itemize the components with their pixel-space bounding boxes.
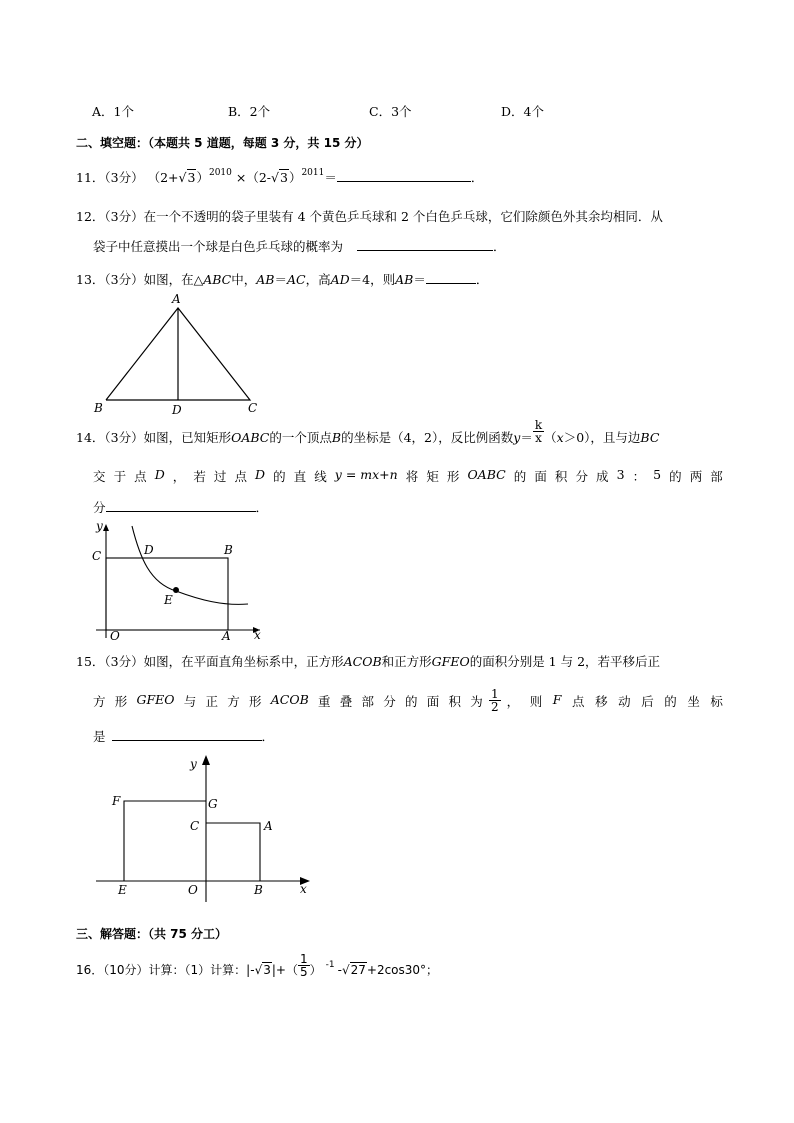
q11-exponent-1: 2010 bbox=[208, 168, 232, 178]
sqrt-symbol: √3 bbox=[254, 963, 271, 977]
hyperbola-curve bbox=[132, 526, 248, 604]
answer-blank[interactable] bbox=[337, 168, 471, 182]
rectangle-hyperbola-figure bbox=[88, 518, 268, 646]
answer-blank[interactable] bbox=[112, 727, 262, 741]
label-a: A bbox=[222, 629, 231, 643]
question-13: 13．（3分）如图，在△ABC中，AB＝AC，高AD＝4，则AB＝ ． bbox=[76, 272, 489, 287]
triangle-figure bbox=[88, 288, 278, 418]
label-o: O bbox=[110, 629, 120, 643]
answer-blank[interactable] bbox=[426, 270, 476, 284]
question-15-line-2: 方 形 GFEO 与 正 方 形 ACOB 重 叠 部 分 的 面 积 为 $\frac{1}{2}$ ， 则 F 点 移 动 后 的 坐 标 bbox=[93, 687, 723, 714]
option-c: C．3个 bbox=[369, 104, 412, 119]
question-16: 16．（10分）计算：（1）计算：|-√3|+（ $\frac{1}{5}$ ） $^{-1}$ -√27+2cos30°； bbox=[76, 952, 439, 979]
label-a: A bbox=[172, 292, 181, 306]
question-12-line-1: 12．（3分）在一个不透明的袋子里装有 4 个黄色乒乓球和 2 个白色乒乓球，它们除颜色外其余均相同．从 bbox=[76, 209, 663, 224]
question-14-line-1: 14．（3分）如图，已知矩形OABC的一个顶点B的坐标是（4，2），反比例函数y＝ $\frac{k}{x}$ （x＞0），且与边BC bbox=[76, 418, 660, 445]
fraction-one-half: $\frac{1}{2}$ bbox=[491, 687, 499, 714]
label-d: D bbox=[172, 403, 182, 417]
sqrt-symbol: √3 bbox=[178, 170, 196, 185]
label-y: y bbox=[96, 519, 103, 533]
label-y: y bbox=[190, 757, 197, 771]
label-c: C bbox=[92, 549, 102, 563]
label-g: G bbox=[208, 797, 218, 811]
question-12-line-2: 袋子中任意摸出一个球是白色乒乓球的概率为 ． bbox=[93, 239, 506, 254]
label-x: x bbox=[254, 628, 261, 642]
option-b: B．2个 bbox=[228, 104, 271, 119]
question-14-line-3: 分 ． bbox=[93, 500, 269, 515]
label-e: E bbox=[164, 593, 173, 607]
section-solutions-title: 三、解答题：（共 75 分工） bbox=[76, 927, 228, 941]
y-axis-arrow-icon bbox=[103, 524, 109, 531]
q11-exponent-2: 2011 bbox=[301, 168, 325, 178]
label-f: F bbox=[112, 794, 121, 808]
label-c: C bbox=[190, 819, 200, 833]
label-b: B bbox=[224, 543, 233, 557]
label-o: O bbox=[188, 883, 198, 897]
label-a: A bbox=[264, 819, 273, 833]
sqrt-symbol: √27 bbox=[341, 963, 366, 977]
q11-number: 11．（3分） bbox=[76, 170, 144, 185]
label-b: B bbox=[94, 401, 103, 415]
label-c: C bbox=[248, 401, 258, 415]
label-d: D bbox=[144, 543, 154, 557]
fraction-one-fifth: $\frac{1}{5}$ bbox=[299, 952, 308, 979]
question-14-line-2: 交 于 点 D ， 若 过 点 D 的 直 线 y = mx+n 将 矩 形 OABC 的 面 积 分 成 3 ： 5 的 两 部 bbox=[93, 467, 723, 484]
question-15-line-3: 是 ． bbox=[93, 729, 275, 744]
squares-coordinate-figure bbox=[92, 752, 322, 902]
question-15-line-1: 15．（3分）如图，在平面直角坐标系中，正方形ACOB和正方形GFEO的面积分别是 1 与 2，若平移后正 bbox=[76, 654, 661, 669]
q11-open: （2+ bbox=[147, 170, 179, 185]
label-e: E bbox=[118, 883, 127, 897]
label-x: x bbox=[300, 882, 307, 896]
section-fill-in-title: 二、填空题：（本题共 5 道题，每题 3 分，共 15 分） bbox=[76, 136, 369, 150]
option-a: A．1个 bbox=[92, 104, 134, 119]
answer-blank[interactable] bbox=[357, 237, 493, 251]
point-e bbox=[173, 587, 179, 593]
square-acob bbox=[206, 823, 260, 881]
question-11: 11．（3分） $(2+√3)^{2010} \times(2-√3)^{2011}=$ ． bbox=[76, 168, 484, 185]
sqrt-symbol: √3 bbox=[271, 170, 288, 185]
y-axis-arrow-icon bbox=[202, 755, 210, 765]
answer-blank[interactable] bbox=[106, 498, 256, 512]
label-b: B bbox=[254, 883, 263, 897]
option-d: D．4个 bbox=[501, 104, 544, 119]
square-gfeo bbox=[124, 801, 206, 881]
fraction-k-over-x: $\frac{k}{x}$ bbox=[534, 418, 543, 445]
